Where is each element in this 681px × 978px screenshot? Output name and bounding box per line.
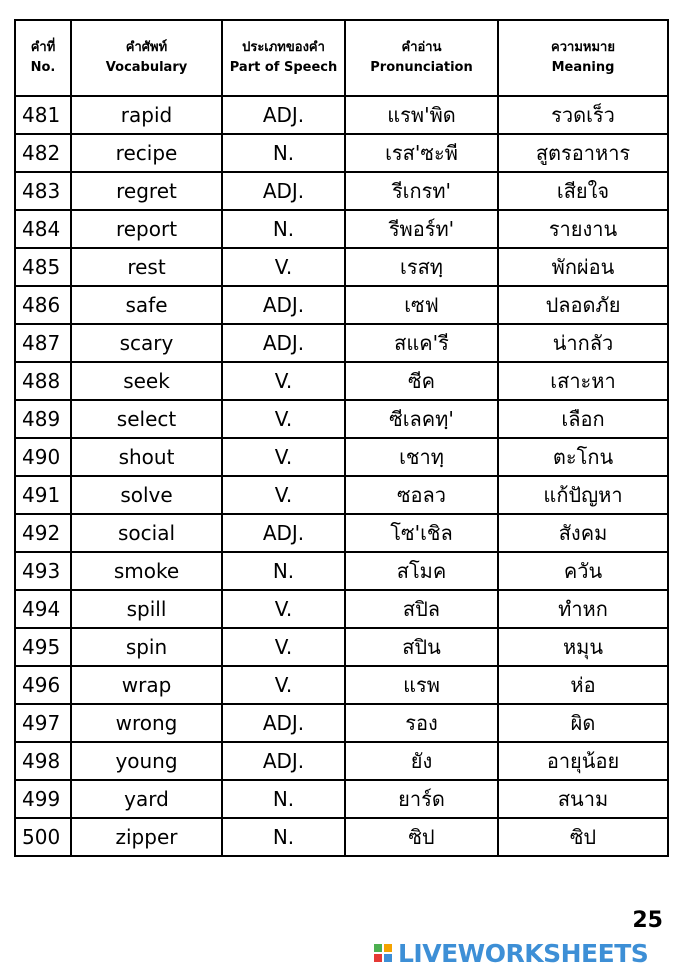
row-meaning: ควัน bbox=[498, 552, 668, 590]
row-part-of-speech: V. bbox=[222, 438, 345, 476]
row-pronunciation: สปิน bbox=[345, 628, 498, 666]
row-number: 483 bbox=[15, 172, 71, 210]
row-part-of-speech: V. bbox=[222, 476, 345, 514]
vocabulary-sheet bbox=[14, 19, 667, 857]
row-number: 485 bbox=[15, 248, 71, 286]
row-number: 489 bbox=[15, 400, 71, 438]
row-meaning: สูตรอาหาร bbox=[498, 134, 668, 172]
table-row bbox=[15, 628, 668, 666]
row-vocabulary: zipper bbox=[71, 818, 222, 856]
table-row bbox=[15, 248, 668, 286]
row-vocabulary: smoke bbox=[71, 552, 222, 590]
row-meaning: รายงาน bbox=[498, 210, 668, 248]
row-vocabulary: young bbox=[71, 742, 222, 780]
row-vocabulary: wrong bbox=[71, 704, 222, 742]
row-number: 484 bbox=[15, 210, 71, 248]
row-part-of-speech: ADJ. bbox=[222, 96, 345, 134]
table-row bbox=[15, 514, 668, 552]
table-row bbox=[15, 666, 668, 704]
row-meaning: เลือก bbox=[498, 400, 668, 438]
row-part-of-speech: ADJ. bbox=[222, 742, 345, 780]
row-vocabulary: shout bbox=[71, 438, 222, 476]
row-pronunciation: เรส'ซะพี bbox=[345, 134, 498, 172]
row-number: 490 bbox=[15, 438, 71, 476]
table-row bbox=[15, 172, 668, 210]
row-meaning: เสาะหา bbox=[498, 362, 668, 400]
table-row bbox=[15, 590, 668, 628]
row-pronunciation: ซีค bbox=[345, 362, 498, 400]
table-row bbox=[15, 438, 668, 476]
table-row bbox=[15, 552, 668, 590]
row-number: 494 bbox=[15, 590, 71, 628]
row-pronunciation: ซอลว bbox=[345, 476, 498, 514]
row-pronunciation: สแค'รี bbox=[345, 324, 498, 362]
row-part-of-speech: N. bbox=[222, 210, 345, 248]
row-part-of-speech: V. bbox=[222, 628, 345, 666]
table-row bbox=[15, 780, 668, 818]
row-meaning: ตะโกน bbox=[498, 438, 668, 476]
row-pronunciation: โซ'เชิล bbox=[345, 514, 498, 552]
row-meaning: สนาม bbox=[498, 780, 668, 818]
row-part-of-speech: V. bbox=[222, 362, 345, 400]
row-vocabulary: recipe bbox=[71, 134, 222, 172]
row-pronunciation: แรพ bbox=[345, 666, 498, 704]
table-row bbox=[15, 362, 668, 400]
row-meaning: ห่อ bbox=[498, 666, 668, 704]
table-row bbox=[15, 324, 668, 362]
table-row bbox=[15, 210, 668, 248]
row-vocabulary: spin bbox=[71, 628, 222, 666]
row-vocabulary: safe bbox=[71, 286, 222, 324]
table-row bbox=[15, 96, 668, 134]
row-vocabulary: rapid bbox=[71, 96, 222, 134]
row-number: 487 bbox=[15, 324, 71, 362]
row-vocabulary: social bbox=[71, 514, 222, 552]
row-meaning: แก้ปัญหา bbox=[498, 476, 668, 514]
row-number: 481 bbox=[15, 96, 71, 134]
vocabulary-table-body bbox=[15, 96, 668, 856]
table-row bbox=[15, 742, 668, 780]
row-meaning: อายุน้อย bbox=[498, 742, 668, 780]
row-number: 492 bbox=[15, 514, 71, 552]
row-part-of-speech: ADJ. bbox=[222, 324, 345, 362]
footer-logo bbox=[374, 937, 648, 969]
row-part-of-speech: N. bbox=[222, 818, 345, 856]
row-meaning: ทำหก bbox=[498, 590, 668, 628]
row-number: 497 bbox=[15, 704, 71, 742]
header-part-of-speech: ประเภทของคำ Part of Speech bbox=[222, 20, 345, 96]
row-vocabulary: spill bbox=[71, 590, 222, 628]
liveworksheets-logo-icon bbox=[374, 944, 392, 962]
row-number: 495 bbox=[15, 628, 71, 666]
table-row bbox=[15, 476, 668, 514]
table-row bbox=[15, 400, 668, 438]
row-part-of-speech: V. bbox=[222, 590, 345, 628]
row-number: 493 bbox=[15, 552, 71, 590]
row-vocabulary: yard bbox=[71, 780, 222, 818]
vocabulary-table bbox=[14, 19, 669, 857]
row-pronunciation: สโมค bbox=[345, 552, 498, 590]
page-number: 25 bbox=[632, 908, 663, 933]
row-vocabulary: select bbox=[71, 400, 222, 438]
row-part-of-speech: N. bbox=[222, 780, 345, 818]
row-part-of-speech: N. bbox=[222, 552, 345, 590]
liveworksheets-logo-text: LIVEWORKSHEETS bbox=[398, 938, 649, 968]
row-meaning: ปลอดภัย bbox=[498, 286, 668, 324]
row-pronunciation: รีพอร์ท' bbox=[345, 210, 498, 248]
row-meaning: เสียใจ bbox=[498, 172, 668, 210]
row-number: 499 bbox=[15, 780, 71, 818]
row-meaning: ผิด bbox=[498, 704, 668, 742]
table-row bbox=[15, 818, 668, 856]
row-meaning: ซิป bbox=[498, 818, 668, 856]
row-meaning: รวดเร็ว bbox=[498, 96, 668, 134]
header-pronunciation: คำอ่าน Pronunciation bbox=[345, 20, 498, 96]
row-vocabulary: seek bbox=[71, 362, 222, 400]
row-number: 486 bbox=[15, 286, 71, 324]
row-meaning: พักผ่อน bbox=[498, 248, 668, 286]
row-part-of-speech: N. bbox=[222, 134, 345, 172]
row-number: 500 bbox=[15, 818, 71, 856]
row-number: 491 bbox=[15, 476, 71, 514]
row-part-of-speech: V. bbox=[222, 666, 345, 704]
row-pronunciation: ซีเลคทฺ' bbox=[345, 400, 498, 438]
row-pronunciation: เชาทฺ bbox=[345, 438, 498, 476]
table-header-row bbox=[15, 20, 668, 96]
header-vocabulary: คำศัพท์ Vocabulary bbox=[71, 20, 222, 96]
row-meaning: น่ากลัว bbox=[498, 324, 668, 362]
row-part-of-speech: ADJ. bbox=[222, 172, 345, 210]
row-pronunciation: เซฟ bbox=[345, 286, 498, 324]
row-part-of-speech: ADJ. bbox=[222, 514, 345, 552]
row-number: 496 bbox=[15, 666, 71, 704]
row-number: 482 bbox=[15, 134, 71, 172]
row-vocabulary: scary bbox=[71, 324, 222, 362]
row-vocabulary: report bbox=[71, 210, 222, 248]
row-vocabulary: rest bbox=[71, 248, 222, 286]
row-pronunciation: เรสทฺ bbox=[345, 248, 498, 286]
row-vocabulary: wrap bbox=[71, 666, 222, 704]
row-vocabulary: solve bbox=[71, 476, 222, 514]
table-row bbox=[15, 134, 668, 172]
row-pronunciation: ยัง bbox=[345, 742, 498, 780]
row-pronunciation: สปิล bbox=[345, 590, 498, 628]
row-pronunciation: ซิป bbox=[345, 818, 498, 856]
row-pronunciation: ยาร์ด bbox=[345, 780, 498, 818]
header-no: คำที่ No. bbox=[15, 20, 71, 96]
row-number: 488 bbox=[15, 362, 71, 400]
row-pronunciation: แรพ'พิด bbox=[345, 96, 498, 134]
row-part-of-speech: V. bbox=[222, 248, 345, 286]
row-pronunciation: รอง bbox=[345, 704, 498, 742]
table-row bbox=[15, 704, 668, 742]
row-number: 498 bbox=[15, 742, 71, 780]
row-meaning: สังคม bbox=[498, 514, 668, 552]
header-meaning: ความหมาย Meaning bbox=[498, 20, 668, 96]
row-part-of-speech: ADJ. bbox=[222, 286, 345, 324]
row-part-of-speech: ADJ. bbox=[222, 704, 345, 742]
row-part-of-speech: V. bbox=[222, 400, 345, 438]
table-row bbox=[15, 286, 668, 324]
row-pronunciation: รีเกรท' bbox=[345, 172, 498, 210]
row-vocabulary: regret bbox=[71, 172, 222, 210]
row-meaning: หมุน bbox=[498, 628, 668, 666]
